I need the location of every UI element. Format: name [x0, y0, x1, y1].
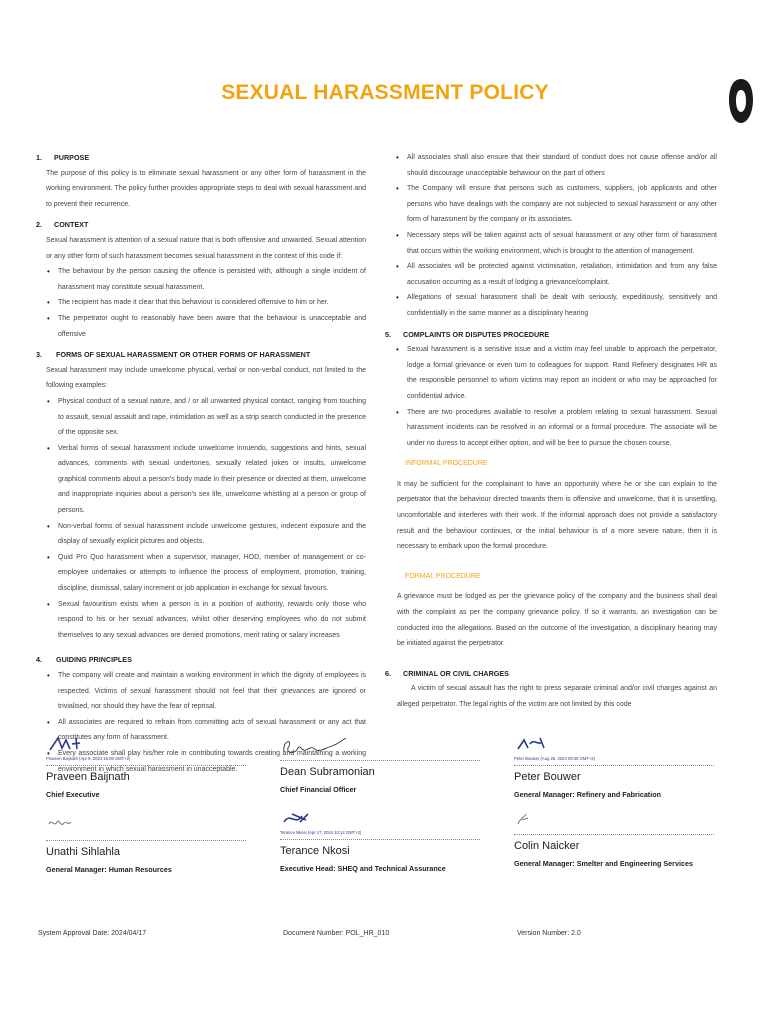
complaints-list	[385, 342, 717, 451]
signatory-role: Chief Financial Officer	[280, 785, 357, 794]
signatory-role: Executive Head: SHEQ and Technical Assurance	[280, 864, 446, 873]
list-item: • There are two procedures available to resolve a problem relating to sexual harassment. Sexual harassment incidents can be resolved in an informal or a formal procedure. The associate will be under no duress to accept either option, and will be free to pursue the chosen course.	[407, 405, 717, 452]
section-number: 4.	[36, 655, 42, 665]
signatory-name: Dean Subramonian	[280, 766, 375, 778]
list-item: • Quid Pro Quo harassment when a supervisor, manager, HOD, member of management or co-employee undertakes or attempts to influence the process of employment, promotion, training, discipline, dismissal, salary increment or job application in exchange for sexual favours.	[58, 550, 366, 597]
signature-scribble-icon	[280, 734, 360, 760]
list-item: • Necessary steps will be taken against acts of sexual harassment or any other form of harassment that occurs within the working environment, which is brought to the attention of management.	[407, 228, 717, 259]
list-item: • Non-verbal forms of sexual harassment include unwelcome gestures, indecent exposure and the display of sexually explicit pictures and objects.	[58, 519, 366, 550]
approval-date: System Approval Date: 2024/04/17	[38, 930, 147, 937]
signature-line	[514, 765, 714, 766]
signatory-block	[514, 808, 724, 868]
signature-scribble-icon	[46, 734, 116, 754]
list-item: • Sexual harassment is a sensitive issue and a victim may feel unable to approach the perpetrator, lodge a formal grievance or even turn to colleagues for support. Rand Refinery designates HR as the responsible personnel to whom victims may report an incident or who may be approached for confidential advice.	[407, 342, 717, 404]
signature-scribble-icon	[280, 808, 330, 828]
context-text: Sexual harassment is attention of a sexual nature that is both offensive and unwanted. Sexual attention or any other form of such harassment becomes sexual harassment in the context of this code if:	[46, 236, 366, 260]
section-number: 5.	[385, 329, 391, 339]
signature-line	[280, 760, 480, 761]
signatory-block	[46, 734, 256, 799]
signatory-block	[46, 814, 256, 874]
section-title: CRIMINAL OR CIVIL CHARGES	[403, 668, 509, 678]
section-title: CONTEXT	[54, 220, 89, 230]
list-item: • All associates will be protected against victimisation, retaliation, intimidation and from any false accusation occurring as a result of lodging a grievance/complaint.	[407, 259, 717, 290]
section-criminal-heading	[385, 666, 717, 682]
list-item: • The Company will ensure that persons such as customers, suppliers, job applicants and other persons who have dealings with the company are not subjected to sexual harassment or any other form of harassment by the company or its associates.	[407, 181, 717, 228]
signatory-role: General Manager: Human Resources	[46, 865, 172, 874]
signature-meta: Terance Nkosi (Apr 17, 2024 10:14 GMT+2)	[280, 830, 362, 835]
signatory-name: Colin Naicker	[514, 840, 580, 852]
right-column	[385, 150, 717, 713]
signature-scribble-icon	[514, 734, 574, 754]
signatory-block	[514, 734, 724, 799]
list-item: • Allegations of sexual harassment shall be dealt with seriously, expeditiously, sensitively and confidentially in the same manner as a disciplinary hearing	[407, 290, 717, 321]
signatory-name: Praveen Baijnath	[46, 771, 130, 783]
signature-line	[514, 834, 714, 835]
guiding-list-continued	[385, 150, 717, 322]
document-title: SEXUAL HARASSMENT POLICY	[221, 81, 549, 104]
section-title: FORMS OF SEXUAL HARASSMENT OR OTHER FORMS OF HARASSMENT	[56, 350, 311, 360]
signatory-block	[280, 734, 490, 794]
signatory-role: General Manager: Smelter and Engineering Services	[514, 859, 693, 868]
section-title: PURPOSE	[54, 153, 90, 162]
list-item: • Verbal forms of sexual harassment include unwelcome innuendo, suggestions and hints, sexual advances, comments with sexual undertones, sexually related jokes or insults, unwelcome graphical comments about a person's body made in their presence or directed at them, unwelcome and inappropriate inquiries about a person's sex life, unwelcome whistling at a person or group of persons.	[58, 441, 366, 519]
list-item: • The recipient has made it clear that this behaviour is considered offensive to him or her.	[58, 295, 366, 311]
forms-list	[36, 394, 366, 644]
section-complaints-heading	[385, 327, 717, 343]
signature-line	[46, 765, 246, 766]
list-item: • Sexual favouritism exists when a person is in a position of authority, rewards only those who respond to his or her sexual advances, whilst other deserving employees who do not submit themselves to any sexual advances are denied promotions, merit rating or salary increases	[58, 597, 366, 644]
signature-meta: Peter Bouwer (Aug 26, 2024 09:46 GMT+2)	[514, 756, 596, 761]
signatory-role: General Manager: Refinery and Fabrication	[514, 790, 661, 799]
context-list	[36, 264, 366, 342]
section-number: 2.	[36, 220, 42, 230]
document-number: Document Number: POL_HR_010	[283, 930, 390, 937]
section-context-heading	[36, 217, 366, 233]
formal-procedure-heading: FORMAL PROCEDURE	[405, 572, 481, 580]
signatory-name: Terance Nkosi	[280, 845, 350, 857]
forms-text: Sexual harassment may include unwelcome physical, verbal or non-verbal conduct, not limited to the following examples:	[46, 366, 366, 390]
signatory-role: Chief Executive	[46, 790, 100, 799]
list-item: • The behaviour by the person causing the offence is persisted with, although a single incident of harassment may constitute sexual harassment.	[58, 264, 366, 295]
section-guiding-heading	[36, 652, 366, 668]
signature-scribble-icon	[514, 808, 544, 828]
section-number: 1.	[36, 153, 42, 162]
section-purpose-heading	[36, 150, 366, 166]
informal-procedure-text: It may be sufficient for the complainant to have an opportunity where he or she can explain to the perpetrator that the behaviour directed towards them is offensive and unwelcome, that it is unsettling, uncomfortable and interferes with their work. If the informal approach does not provide a satisfactory result and the behaviour continues, or the initial behaviour is of a more severe nature, then it is necessary to embark upon the formal procedure.	[397, 480, 717, 551]
signatory-name: Peter Bouwer	[514, 771, 581, 783]
signatures-block	[0, 730, 770, 890]
signatory-name: Unathi Sihlahla	[46, 846, 120, 858]
purpose-text: The purpose of this policy is to eliminate sexual harassment or any other form of harassment in the working environment. The policy further provides appropriate steps to deal with sexual harassment and to prevent their recurrence.	[46, 169, 366, 208]
list-item: • All associates are required to refrain from committing acts of sexual harassment or any act that constitutes any form of harassment.	[58, 715, 366, 746]
left-column	[36, 150, 366, 777]
signature-line	[46, 840, 246, 841]
list-item: • The perpetrator ought to reasonably have been aware that the behaviour is unacceptable and offensive	[58, 311, 366, 342]
signature-meta: Praveen Baijnath (Apr 9, 2024 16:09 GMT+2)	[46, 756, 131, 761]
formal-procedure-text: A grievance must be lodged as per the grievance policy of the company and the business shall deal with the complaint as per the company grievance policy. If so it warrants, an investigation can be conducted into the allegations. Based on the outcome of the investigation, a disciplinary hearing may be initiated against the perpetrator.	[397, 593, 717, 648]
section-title: COMPLAINTS OR DISPUTES PROCEDURE	[403, 329, 550, 339]
signature-scribble-icon	[46, 814, 86, 832]
criminal-text: A victim of sexual assault has the right to press separate criminal and/or civil charges against an alleged perpetrator. The legal rights of the victim are not limited by this code	[397, 685, 717, 708]
informal-procedure-heading: INFORMAL PROCEDURE	[405, 460, 488, 468]
signatory-block	[280, 808, 490, 873]
signature-line	[280, 839, 480, 840]
list-item: • Physical conduct of a sexual nature, and / or all unwanted physical contact, ranging from touching to assault, sexual assault and rape, intimidation as well as a strip search conducted in the presence of the opposite sex.	[58, 394, 366, 441]
list-item: • The company will create and maintain a working environment in which the dignity of employees is respected. Victims of sexual harassment should not feel that their grievances are ignored or trivialised, nor should they have the fear of reprisal.	[58, 668, 366, 715]
section-forms-heading	[36, 347, 366, 363]
section-number: 3.	[36, 350, 42, 360]
list-item: • All associates shall also ensure that their standard of conduct does not cause offense and/or all should discourage unacceptable behaviour on the part of others	[407, 150, 717, 181]
version-number: Version Number: 2.0	[517, 930, 581, 937]
list-item: • Every associate shall play his/her role in contributing towards creating and maintaining a working environment in which sexual harassment in unacceptable.	[58, 746, 366, 777]
section-title: GUIDING PRINCIPLES	[56, 655, 132, 665]
section-number: 6.	[385, 668, 391, 678]
